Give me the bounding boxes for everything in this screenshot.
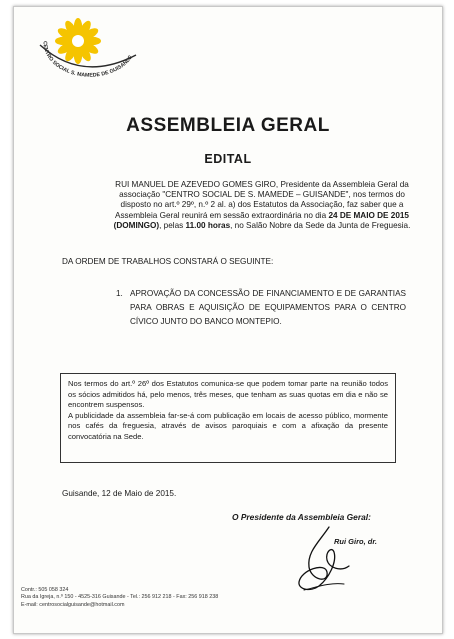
signature-title: O Presidente da Assembleia Geral: [232,512,371,522]
document-page [13,6,443,634]
agenda-item-text: APROVAÇÃO DA CONCESSÃO DE FINANCIAMENTO E DE GARANTIAS PARA OBRAS E AQUISIÇÃO DE EQUIPAMENTOS PARA O CENTRO CÍVICO JUNTO DO BANCO MONTEPIO. [130,289,406,326]
intro-paragraph [112,180,412,231]
intro-text-1: RUI MANUEL DE AZEVEDO GOMES GIRO, Presidente da Assembleia Geral da associação "CENTRO SOCIAL DE S. MAMEDE – GUISANDE", nos termos do disposto no art.º 29º, n.º 2 al. a) dos Estatutos da Associação, faz saber que a Assembleia Geral reunirá em sessão extraordinária no dia [115,180,409,220]
meeting-date: 24 DE MAIO DE 2015 (DOMINGO) [113,210,409,230]
document-title: ASSEMBLEIA GERAL [126,115,330,136]
notice-paragraph-2: A publicidade da assembleia far-se-á com publicação em locais de acesso público, mormente nos cafés da freguesia, através de avisos paroquiais e com a afixação da presente convocatória na Sede. [68,410,388,441]
intro-text-2: , pelas [159,220,186,230]
organization-logo [32,17,142,77]
agenda-list [116,287,406,329]
footer-email: E-mail: centrosocialguisande@hotmail.com [21,601,125,608]
logo-ring-text: CENTRO SOCIAL S. MAMEDE DE GUISANDE [41,40,135,77]
footer-address: Rua da Igreja, n.º 150 - 4525-316 Guisande - Tel.: 256 912 218 - Fax: 256 918 238 [21,594,219,601]
footer-contributor-number: Contr.: 505 058 324 [21,587,69,593]
meeting-time: 11.00 horas [185,220,231,230]
document-subtitle: EDITAL [204,152,252,166]
sunflower-logo-icon [32,17,142,77]
footer-contacts [21,587,218,609]
notice-paragraph-1: Nos termos do art.º 26º dos Estatutos comunica-se que podem tomar parte na reunião todos os sócios admitidos há, pelo menos, três meses, que tenham as suas quotas em dia e não se encontrem suspensos. [68,379,388,410]
signatory-name: Rui Giro, dr. [334,537,377,546]
agenda-intro: DA ORDEM DE TRABALHOS CONSTARÁ O SEGUINTE: [62,257,274,266]
agenda-item-number: 1. [116,289,123,298]
handwritten-signature-icon [289,522,359,597]
intro-text-3: , no Salão Nobre da Sede da Junta de Freguesia. [230,220,411,230]
notice-box [60,373,396,463]
place-date: Guisande, 12 de Maio de 2015. [62,489,177,498]
